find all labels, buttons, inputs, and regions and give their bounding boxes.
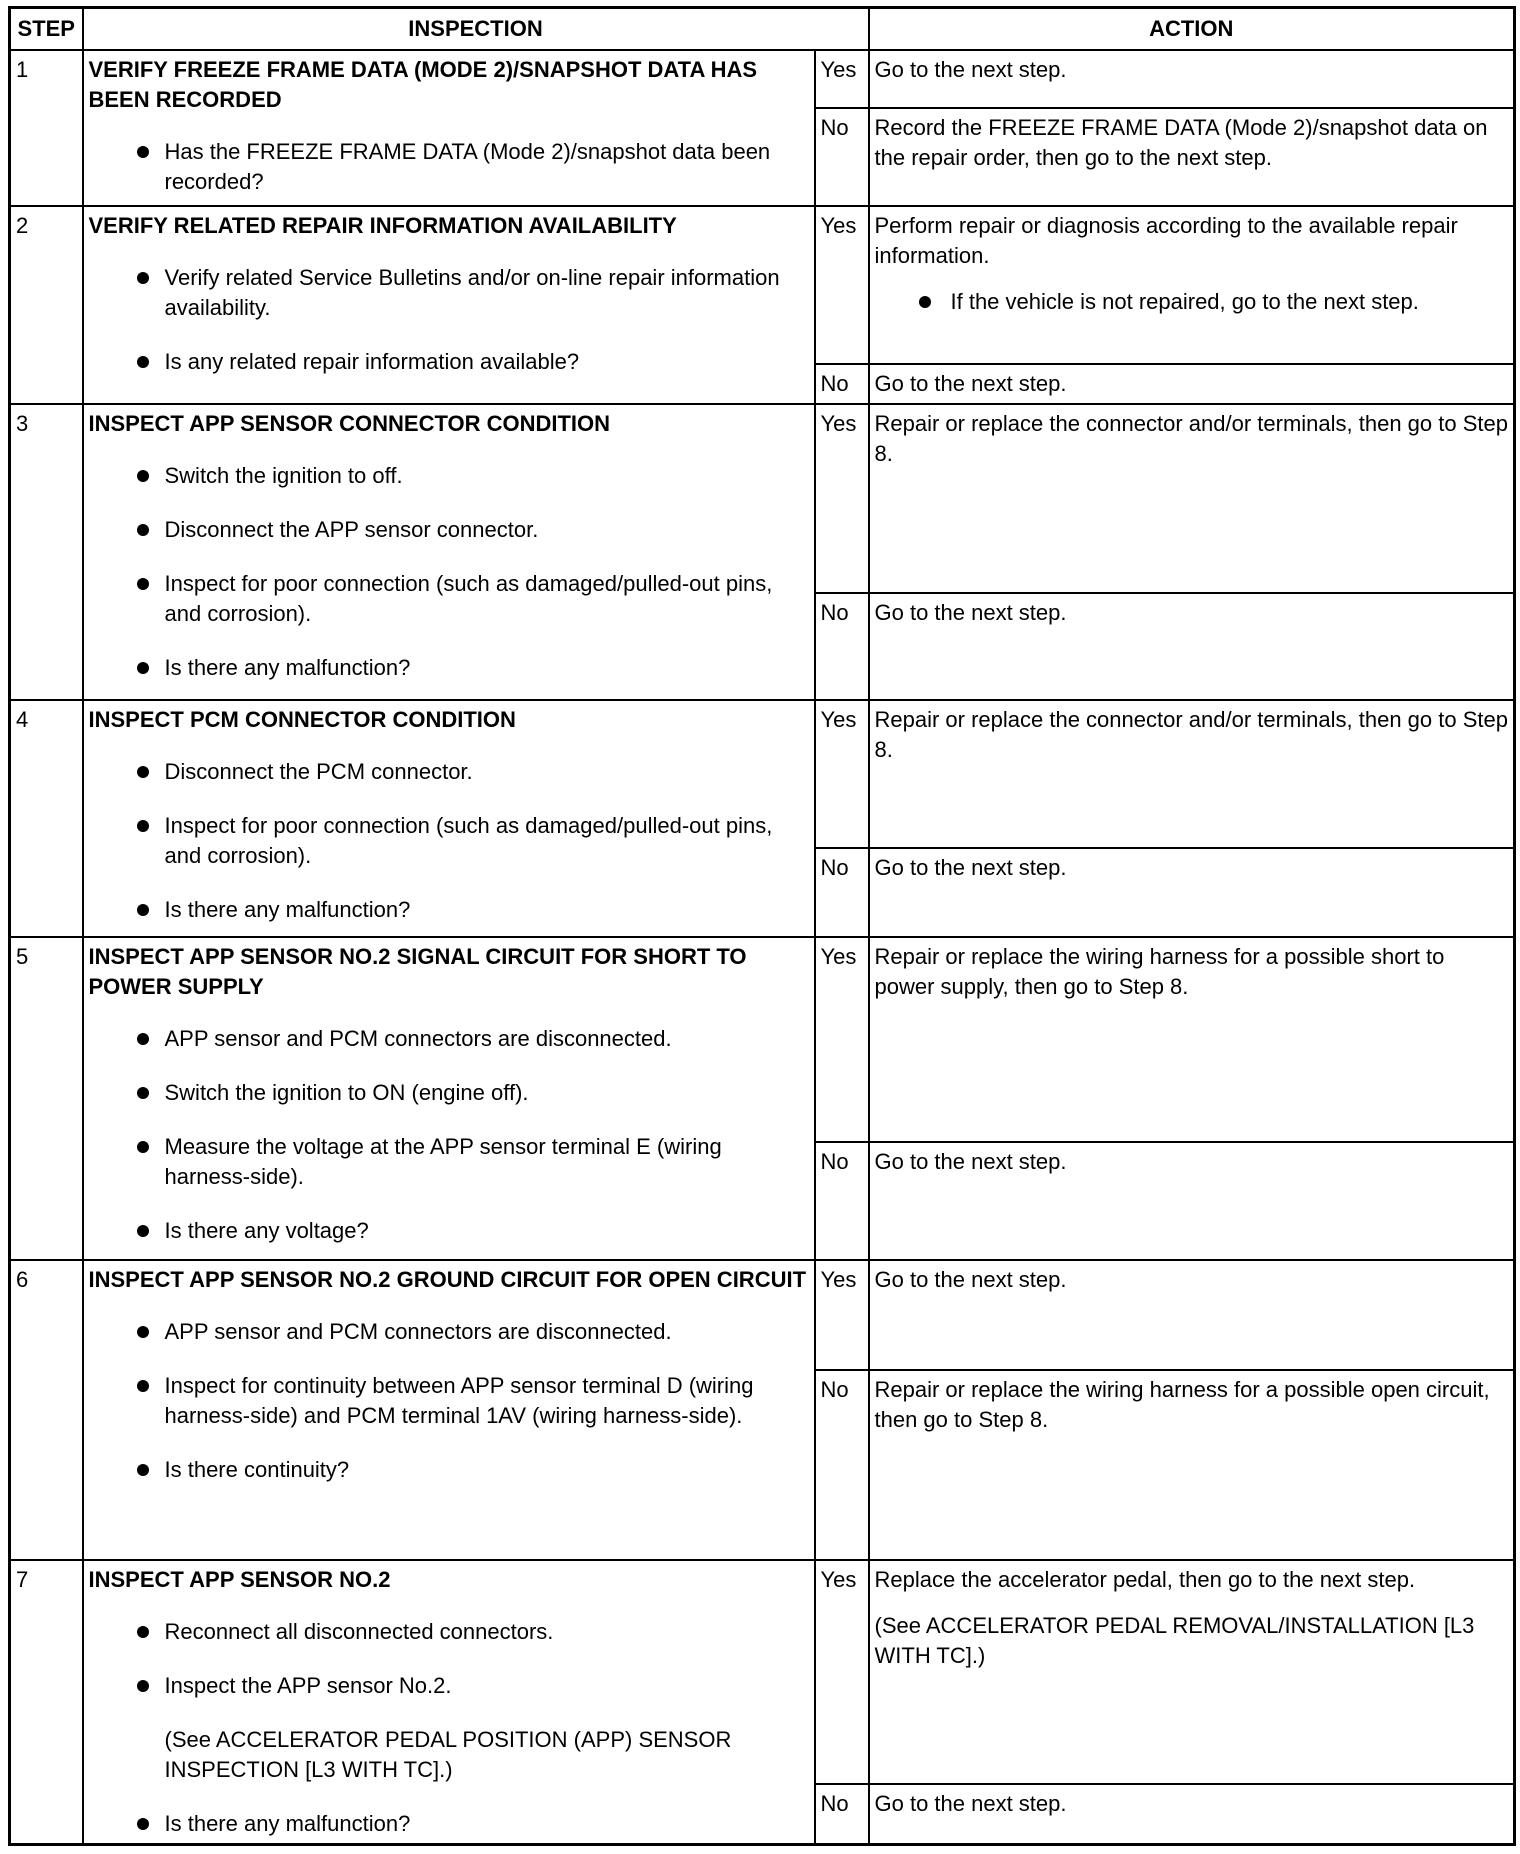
- no-label: No: [815, 108, 869, 206]
- inspection-bullet: Verify related Service Bulletins and/or on-line repair information availability.: [89, 263, 809, 323]
- no-label: No: [815, 593, 869, 700]
- inspection-bullets: [89, 1617, 809, 1839]
- inspection-bullet: Reconnect all disconnected connectors.: [89, 1617, 809, 1647]
- inspection-bullet: Is there any malfunction?: [89, 1809, 809, 1839]
- inspection-bullet: Inspect for poor connection (such as damaged/pulled-out pins, and corrosion).: [89, 811, 809, 871]
- diagnostic-table: [8, 6, 1516, 1846]
- inspection-reference-note: (See ACCELERATOR PEDAL POSITION (APP) SENSOR INSPECTION [L3 WITH TC].): [164, 1727, 732, 1782]
- no-label: No: [815, 1370, 869, 1560]
- yes-action: Repair or replace the connector and/or terminals, then go to Step 8.: [869, 404, 1515, 593]
- step-2-yes-row: [10, 206, 1515, 364]
- inspection-bullet: Switch the ignition to off.: [89, 461, 809, 491]
- inspection-bullets: [89, 137, 809, 197]
- inspection-bullets: [89, 263, 809, 377]
- diagnostic-procedure: [8, 6, 1516, 1846]
- no-label: No: [815, 1142, 869, 1260]
- inspection-bullet: APP sensor and PCM connectors are disconnected.: [89, 1024, 809, 1054]
- header-action: ACTION: [869, 8, 1515, 51]
- no-label: No: [815, 364, 869, 404]
- inspection-cell: [83, 700, 815, 937]
- inspection-bullet: Is there any voltage?: [89, 1216, 809, 1246]
- inspection-title: INSPECT APP SENSOR CONNECTOR CONDITION: [88, 411, 611, 436]
- inspection-title: INSPECT APP SENSOR NO.2 SIGNAL CIRCUIT FOR SHORT TO POWER SUPPLY: [88, 944, 747, 999]
- yes-action-cell: [869, 206, 1515, 364]
- yes-label: Yes: [815, 1260, 869, 1370]
- no-action: Repair or replace the wiring harness for a possible open circuit, then go to Step 8.: [869, 1370, 1515, 1560]
- step-number: 5: [10, 937, 83, 1260]
- header-inspection: INSPECTION: [83, 8, 869, 51]
- step-7-yes-row: [10, 1560, 1515, 1784]
- yes-action: Repair or replace the wiring harness for a possible short to power supply, then go to Step 8.: [869, 937, 1515, 1142]
- header-step: STEP: [10, 8, 83, 51]
- header-row: [10, 8, 1515, 51]
- yes-label: Yes: [815, 206, 869, 364]
- inspection-bullet: Switch the ignition to ON (engine off).: [89, 1078, 809, 1108]
- yes-label: Yes: [815, 50, 869, 108]
- inspection-cell: [83, 1560, 815, 1845]
- no-action: Go to the next step.: [869, 593, 1515, 700]
- yes-action: Go to the next step.: [869, 1260, 1515, 1370]
- step-4-yes-row: [10, 700, 1515, 848]
- step-number: 2: [10, 206, 83, 404]
- inspection-bullets: [89, 1317, 809, 1485]
- inspection-cell: [83, 50, 815, 206]
- inspection-bullet: Is any related repair information available?: [89, 347, 809, 377]
- step-5-yes-row: [10, 937, 1515, 1142]
- yes-label: Yes: [815, 1560, 869, 1784]
- yes-label: Yes: [815, 404, 869, 593]
- inspection-cell: [83, 404, 815, 700]
- action-bullet: If the vehicle is not repaired, go to the next step.: [875, 287, 1509, 317]
- inspection-bullet: Is there continuity?: [89, 1455, 809, 1485]
- inspection-bullet: Measure the voltage at the APP sensor terminal E (wiring harness-side).: [89, 1132, 809, 1192]
- inspection-bullet: APP sensor and PCM connectors are disconnected.: [89, 1317, 809, 1347]
- inspection-bullet: Inspect for poor connection (such as damaged/pulled-out pins, and corrosion).: [89, 569, 809, 629]
- step-number: 1: [10, 50, 83, 206]
- action-bullets: [875, 287, 1509, 317]
- no-action: Go to the next step.: [869, 364, 1515, 404]
- inspection-title: INSPECT PCM CONNECTOR CONDITION: [88, 707, 516, 732]
- step-number: 4: [10, 700, 83, 937]
- step-number: 6: [10, 1260, 83, 1560]
- no-action: Go to the next step.: [869, 848, 1515, 937]
- yes-action-cell: [869, 1560, 1515, 1784]
- yes-action: Repair or replace the connector and/or terminals, then go to Step 8.: [869, 700, 1515, 848]
- inspection-title: VERIFY RELATED REPAIR INFORMATION AVAILABILITY: [88, 213, 677, 238]
- step-number: 7: [10, 1560, 83, 1845]
- inspection-bullet: Is there any malfunction?: [89, 653, 809, 683]
- yes-label: Yes: [815, 700, 869, 848]
- no-action: Go to the next step.: [869, 1784, 1515, 1845]
- inspection-bullet-text: Inspect the APP sensor No.2.: [164, 1673, 452, 1698]
- no-action: Record the FREEZE FRAME DATA (Mode 2)/snapshot data on the repair order, then go to the next step.: [869, 108, 1515, 206]
- inspection-title: INSPECT APP SENSOR NO.2: [88, 1567, 391, 1592]
- inspection-bullet: Is there any malfunction?: [89, 895, 809, 925]
- yes-action: Perform repair or diagnosis according to the available repair information.: [874, 213, 1458, 268]
- yes-action: Replace the accelerator pedal, then go to the next step.: [874, 1567, 1416, 1592]
- inspection-bullets: [89, 757, 809, 925]
- inspection-title: VERIFY FREEZE FRAME DATA (MODE 2)/SNAPSHOT DATA HAS BEEN RECORDED: [88, 57, 758, 112]
- step-1-yes-row: [10, 50, 1515, 108]
- inspection-bullets: [89, 1024, 809, 1246]
- step-number: 3: [10, 404, 83, 700]
- inspection-cell: [83, 206, 815, 404]
- action-reference-note: (See ACCELERATOR PEDAL REMOVAL/INSTALLATION [L3 WITH TC].): [874, 1613, 1475, 1668]
- yes-label: Yes: [815, 937, 869, 1142]
- inspection-bullet: Has the FREEZE FRAME DATA (Mode 2)/snapshot data been recorded?: [89, 137, 809, 197]
- inspection-bullet: [89, 1671, 809, 1785]
- no-action: Go to the next step.: [869, 1142, 1515, 1260]
- inspection-cell: [83, 937, 815, 1260]
- inspection-bullets: [89, 461, 809, 683]
- inspection-title: INSPECT APP SENSOR NO.2 GROUND CIRCUIT FOR OPEN CIRCUIT: [88, 1267, 807, 1292]
- no-label: No: [815, 1784, 869, 1845]
- no-label: No: [815, 848, 869, 937]
- inspection-cell: [83, 1260, 815, 1560]
- inspection-bullet: Inspect for continuity between APP sensor terminal D (wiring harness-side) and PCM terminal 1AV (wiring harness-side).: [89, 1371, 809, 1431]
- step-6-yes-row: [10, 1260, 1515, 1370]
- inspection-bullet: Disconnect the PCM connector.: [89, 757, 809, 787]
- inspection-bullet: Disconnect the APP sensor connector.: [89, 515, 809, 545]
- yes-action: Go to the next step.: [869, 50, 1515, 108]
- step-3-yes-row: [10, 404, 1515, 593]
